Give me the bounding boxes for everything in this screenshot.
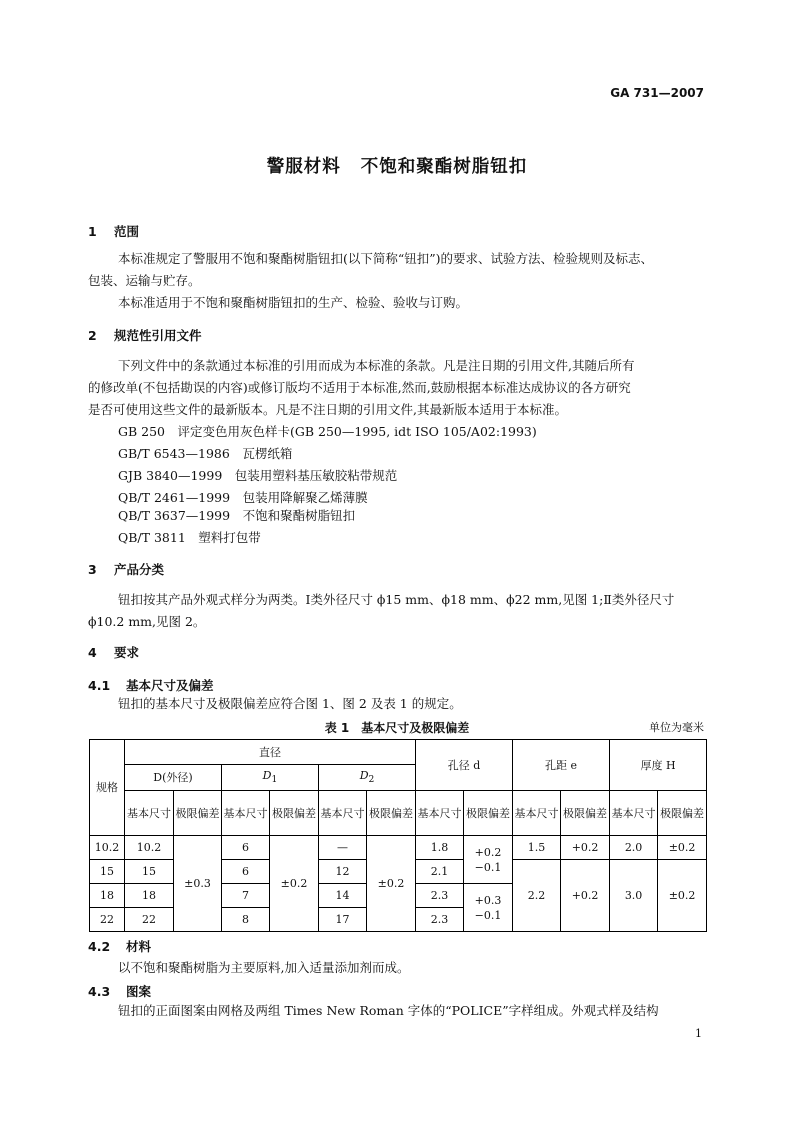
- cell-d1-basic: 6: [222, 836, 270, 860]
- header-basic: 基本尺寸: [222, 791, 270, 836]
- reference-item: QB/T 3811 塑料打包带: [118, 530, 261, 545]
- table-row: [90, 836, 707, 860]
- tol-minus: −0.1: [474, 860, 502, 874]
- section-1-para-1: 本标准规定了警服用不饱和聚酯树脂钮扣(以下简称“钮扣”)的要求、试验方法、检验规则及标志、: [118, 251, 654, 266]
- title-part2: 不饱和聚酯树脂钮扣: [360, 157, 528, 177]
- section-2-intro-1: 下列文件中的条款通过本标准的引用而成为本标准的条款。凡是注日期的引用文件,其随后所有: [118, 358, 635, 373]
- section-number: 1: [88, 224, 97, 239]
- header-diameter: 直径: [125, 740, 416, 765]
- cell-spec: 10.2: [90, 836, 125, 860]
- section-number: 4.2: [88, 939, 111, 954]
- cell-distance-basic: 2.2: [513, 860, 561, 932]
- cell-d1-basic: 8: [222, 908, 270, 932]
- section-2-intro-2: 的修改单(不包括勘误的内容)或修订版均不适用于本标准,然而,鼓励根据本标准达成协议的各方研究: [88, 380, 631, 395]
- cell-hole-basic: 2.3: [416, 884, 464, 908]
- cell-spec: 18: [90, 884, 125, 908]
- reference-item: GB 250 评定变色用灰色样卡(GB 250—1995, idt ISO 105/A02:1993): [118, 424, 537, 439]
- reference-item: GB/T 6543—1986 瓦楞纸箱: [118, 446, 293, 461]
- section-title: 图案: [126, 984, 152, 999]
- section-title: 要求: [114, 645, 140, 660]
- cell-d1-basic: 7: [222, 884, 270, 908]
- cell-d2-basic: 17: [319, 908, 367, 932]
- tol-minus: −0.1: [474, 908, 502, 922]
- header-limit: 极限偏差: [561, 791, 610, 836]
- header-hole-distance: 孔距 e: [513, 740, 610, 791]
- header-limit: 极限偏差: [367, 791, 416, 836]
- cell-d2-basic: 12: [319, 860, 367, 884]
- cell-thickness-basic: 2.0: [610, 836, 658, 860]
- header-basic: 基本尺寸: [610, 791, 658, 836]
- header-basic: 基本尺寸: [319, 791, 367, 836]
- d1-symbol: D: [262, 768, 272, 782]
- cell-spec: 15: [90, 860, 125, 884]
- cell-d1-tolerance: ±0.2: [270, 836, 319, 932]
- header-limit: 极限偏差: [270, 791, 319, 836]
- section-4-heading: [88, 643, 139, 661]
- section-4-3-text: 钮扣的正面图案由网格及两组 Times New Roman 字体的“POLICE”字样组成。外观式样及结构: [118, 1003, 659, 1018]
- section-title: 材料: [126, 939, 152, 954]
- d2-symbol: D: [359, 768, 369, 782]
- header-spec: 规格: [90, 740, 125, 836]
- table-unit: 单位为毫米: [649, 721, 704, 734]
- dimension-table: [89, 739, 707, 932]
- title-part1: 警服材料: [266, 157, 341, 177]
- section-4-1-heading: [88, 676, 214, 694]
- cell-d-basic: 22: [125, 908, 174, 932]
- standard-number: GA 731—2007: [610, 86, 704, 100]
- section-4-2-heading: [88, 937, 151, 955]
- cell-d2-basic: —: [319, 836, 367, 860]
- section-4-3-heading: [88, 982, 151, 1000]
- section-title: 产品分类: [114, 562, 165, 577]
- section-number: 4.1: [88, 678, 111, 693]
- cell-d-basic: 15: [125, 860, 174, 884]
- section-3-para-1-cont: ϕ10.2 mm,见图 2。: [88, 614, 206, 629]
- cell-d-tolerance: ±0.3: [174, 836, 222, 932]
- cell-hole-tolerance: [464, 884, 513, 932]
- section-title: 基本尺寸及偏差: [126, 678, 214, 693]
- cell-thickness-tolerance: ±0.2: [658, 836, 707, 860]
- section-2-intro-3: 是否可使用这些文件的最新版本。凡是不注日期的引用文件,其最新版本适用于本标准。: [88, 402, 567, 417]
- cell-thickness-basic: 3.0: [610, 860, 658, 932]
- cell-distance-tolerance: +0.2: [561, 860, 610, 932]
- tol-plus: +0.2: [474, 845, 502, 859]
- cell-d1-basic: 6: [222, 860, 270, 884]
- reference-item: QB/T 2461—1999 包装用降解聚乙烯薄膜: [118, 490, 368, 505]
- section-number: 4: [88, 645, 97, 660]
- cell-d-basic: 18: [125, 884, 174, 908]
- section-1-para-2: 本标准适用于不饱和聚酯树脂钮扣的生产、检验、验收与订购。: [118, 295, 469, 310]
- cell-d2-basic: 14: [319, 884, 367, 908]
- d2-subscript: 2: [368, 774, 375, 786]
- d1-subscript: 1: [271, 774, 278, 786]
- header-hole-diameter: 孔径 d: [416, 740, 513, 791]
- section-3-para-1: 钮扣按其产品外观式样分为两类。Ⅰ类外径尺寸 ϕ15 mm、ϕ18 mm、ϕ22 mm,见图 1;Ⅱ类外径尺寸: [118, 592, 675, 607]
- cell-d-basic: 10.2: [125, 836, 174, 860]
- section-number: 4.3: [88, 984, 111, 999]
- page-title: [0, 153, 794, 178]
- section-2-heading: [88, 326, 202, 344]
- cell-hole-tolerance: [464, 836, 513, 884]
- section-title: 范围: [114, 224, 140, 239]
- section-1-heading: [88, 222, 139, 240]
- header-thickness: 厚度 H: [610, 740, 707, 791]
- cell-spec: 22: [90, 908, 125, 932]
- header-basic: 基本尺寸: [125, 791, 174, 836]
- header-limit: 极限偏差: [658, 791, 707, 836]
- reference-item: QB/T 3637—1999 不饱和聚酯树脂钮扣: [118, 508, 356, 523]
- header-d1: [222, 765, 319, 791]
- tol-plus: +0.3: [474, 893, 502, 907]
- cell-thickness-tolerance: ±0.2: [658, 860, 707, 932]
- cell-hole-basic: 1.8: [416, 836, 464, 860]
- cell-d2-tolerance: ±0.2: [367, 836, 416, 932]
- header-basic: 基本尺寸: [513, 791, 561, 836]
- table-caption: 表 1 基本尺寸及极限偏差: [324, 721, 470, 735]
- header-basic: 基本尺寸: [416, 791, 464, 836]
- header-limit: 极限偏差: [464, 791, 513, 836]
- cell-distance-tolerance: +0.2: [561, 836, 610, 860]
- header-limit: 极限偏差: [174, 791, 222, 836]
- cell-hole-basic: 2.3: [416, 908, 464, 932]
- page-number: 1: [695, 1027, 702, 1040]
- section-number: 3: [88, 562, 97, 577]
- section-4-1-text: 钮扣的基本尺寸及极限偏差应符合图 1、图 2 及表 1 的规定。: [118, 696, 462, 711]
- header-d2: [319, 765, 416, 791]
- header-outer-diameter: D(外径): [125, 765, 222, 791]
- cell-distance-basic: 1.5: [513, 836, 561, 860]
- section-number: 2: [88, 328, 97, 343]
- section-4-2-text: 以不饱和聚酯树脂为主要原料,加入适量添加剂而成。: [118, 960, 410, 975]
- section-3-heading: [88, 560, 164, 578]
- section-1-para-1-cont: 包装、运输与贮存。: [88, 273, 201, 288]
- reference-item: GJB 3840—1999 包装用塑料基压敏胶粘带规范: [118, 468, 398, 483]
- section-title: 规范性引用文件: [114, 328, 202, 343]
- cell-hole-basic: 2.1: [416, 860, 464, 884]
